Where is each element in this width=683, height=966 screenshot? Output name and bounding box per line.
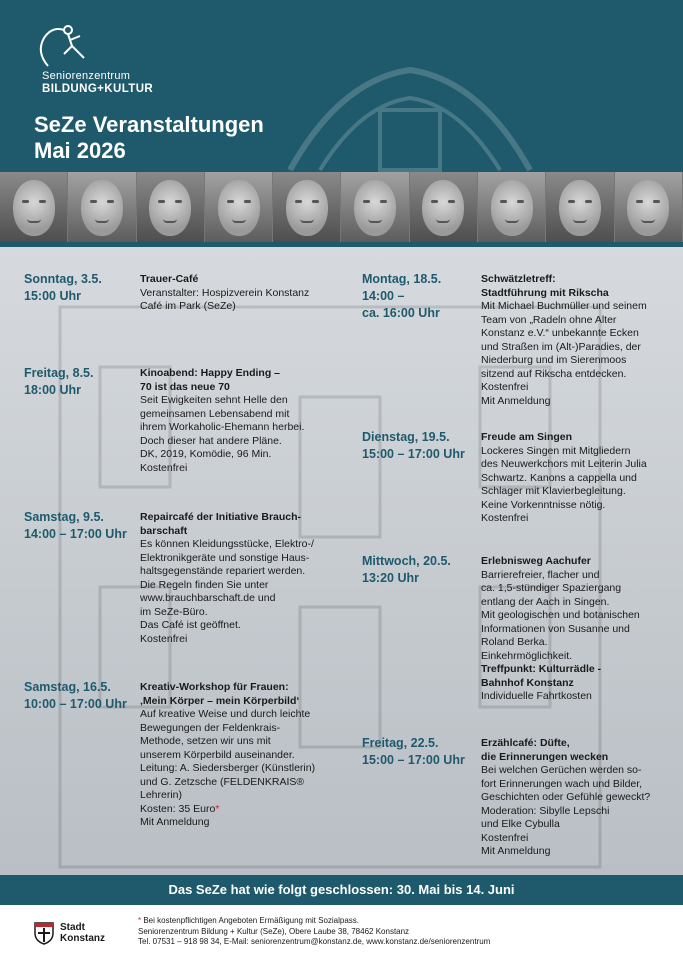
portrait-mouth [368,219,382,223]
event-text-line: Schwartz. Kanons a cappella und [481,471,637,484]
portrait-photo [137,172,205,242]
event-text-line: Mit Anmeldung [481,845,551,857]
portrait-face [354,180,396,236]
event-date [24,365,93,399]
portrait-mouth [573,219,587,223]
event-text-line: des Neuwerkchors mit Leiterin Julia [481,458,647,470]
event-text-line: und G. Zetzsche (FELDENKRAIS® [140,775,305,788]
event-text-line: Keine Vorkenntnisse nötig. [481,498,606,511]
header [0,0,683,172]
event-date [362,735,465,769]
event-text-line: Methode, setzen wir uns mit [140,735,271,747]
portrait-eye [431,200,438,203]
event-time: 14:00 – [362,289,405,303]
portrait-mouth [300,219,314,223]
logo-text-line1: Seniorenzentrum [42,70,131,82]
portrait-eye [585,200,592,203]
event-text-line: Einkehrmöglichkeit. [481,649,573,662]
event-text-line: Kostenfrei [140,632,188,645]
event-description [140,681,315,830]
portrait-eye [22,200,29,203]
event-day: Freitag, 22.5. [362,736,439,750]
event-text-line: haltsgegenstände repariert werden. [140,565,306,577]
title-line2: Mai 2026 [34,138,126,163]
portrait-eye [500,200,507,203]
event-text-line: Team von „Radeln ohne Alter [481,313,617,326]
event-title: barschaft [140,524,188,537]
event-title: 70 ist das neue 70 [140,380,230,393]
event-text-line: entlang der Aach in Singen. [481,595,610,608]
event-date [362,271,441,322]
event-text-line: Schlager mit Klavierbegleitung. [481,485,626,497]
event-text-line: Geschichten oder Gefühle geweckt? [481,791,651,803]
event-text-line: fort Erinnerungen wach und Bilder, [481,777,643,790]
portrait-photo [68,172,136,242]
stadt-konstanz-logo [34,921,105,945]
event-text-line: Informationen von Susanne und [481,622,630,635]
event-time: 18:00 Uhr [24,383,81,397]
seze-logo [34,22,154,95]
building-ornament-graphic [280,60,540,172]
portrait-eye [517,200,524,203]
event-text-line: gemeinsamen Lebensabend mit [140,407,290,420]
event-text-line: und Elke Cybulla [481,818,560,830]
event-title: Kinoabend: Happy Ending – [140,367,281,379]
portrait-eye [380,200,387,203]
portrait-photo [478,172,546,242]
footer [0,905,683,966]
event-day: Samstag, 16.5. [24,680,111,694]
note-text: Bei kostenpflichtigen Angeboten Ermäßigung mit Sozialpass. [141,916,360,925]
portrait-eye [636,200,643,203]
portrait-face [13,180,55,236]
portrait-eye [568,200,575,203]
person-silhouette-icon [34,22,94,68]
stadt-konstanz-text [60,922,105,944]
event-text-line: Individuelle Fahrtkosten [481,690,592,702]
event-description [140,511,314,646]
event-date [362,553,451,587]
portrait-mouth [27,219,41,223]
event-description [481,273,647,408]
event-description [481,431,647,526]
portrait-photo [341,172,409,242]
event-day: Dienstag, 19.5. [362,430,450,444]
event-title: die Erinnerungen wecken [481,750,609,763]
event-day: Sonntag, 3.5. [24,272,102,286]
event-text-line: Café im Park (SeZe) [140,300,236,312]
event-text-line: Doch dieser hat andere Pläne. [140,434,282,447]
event-day: Mittwoch, 20.5. [362,554,451,568]
event-text-line: Kostenfrei [481,512,529,524]
event-text-line: Moderation: Sibylle Lepschi [481,804,610,817]
event-text-line: ihrem Workaholic-Ehemann herbei. [140,421,305,433]
event-time: 15:00 – 17:00 Uhr [362,447,465,461]
event-day: Montag, 18.5. [362,272,442,286]
portrait-face [286,180,328,236]
event-date [24,271,102,305]
portrait-eye [227,200,234,203]
events-area [0,247,683,875]
event-text-line: Bei welchen Gerüchen werden so- [481,764,642,776]
portrait-eye [158,200,165,203]
portrait-eye [295,200,302,203]
event-date [24,679,127,713]
footer-note [138,916,490,927]
event-meeting-point: Treffpunkt: Kulturrädle - [481,663,602,675]
event-day: Freitag, 8.5. [24,366,94,380]
event-time-end: ca. 16:00 Uhr [362,306,440,320]
event-text-line: Veranstalter: Hospizverein Konstanz [140,286,310,299]
footer-text [138,916,490,948]
event-text-line: Roland Berka. [481,636,548,648]
event-text-line: Kostenfrei [481,831,529,844]
event-time: 15:00 Uhr [24,289,81,303]
event-title: Erlebnisweg Aachufer [481,555,591,567]
event-title: Erzählcafé: Düfte, [481,737,570,749]
event-text-line: unserem Körperbild auseinander. [140,748,295,761]
stadt-line2: Konstanz [60,933,105,944]
event-title: Schwätzletreff: [481,273,556,285]
logo-text-line2: BILDUNG+KULTUR [42,83,154,95]
event-time: 13:20 Uhr [362,571,419,585]
event-text-line: und Straßen im (Alt-)Paradies, der [481,340,641,353]
portrait-mouth [232,219,246,223]
event-text-line: Das Café ist geöffnet. [140,619,241,631]
note-asterisk: * [138,916,142,925]
portrait-face [149,180,191,236]
event-text-line: Barrierefreier, flacher und [481,568,600,581]
event-time: 14:00 – 17:00 Uhr [24,527,127,541]
event-text-line: Die Regeln finden Sie unter [140,578,269,591]
page-title [34,112,264,164]
portrait-eye [39,200,46,203]
event-text-line: Bewegungen der Feldenkrais- [140,721,281,734]
event-date [24,509,127,543]
portrait-face [491,180,533,236]
event-text-line: www.brauchbarschaft.de und [140,592,276,604]
event-text-line: ca. 1,5-stündiger Spaziergang [481,582,622,594]
event-title: Stadtführung mit Rikscha [481,286,609,299]
title-line1: SeZe Veranstaltungen [34,112,264,137]
event-description [140,367,304,475]
event-text-line: Kosten: 35 Euro* [140,802,220,815]
event-day: Samstag, 9.5. [24,510,104,524]
portrait-photo [546,172,614,242]
event-text-line: Mit Anmeldung [140,816,210,828]
event-title: ‚Mein Körper – mein Körperbild‘ [140,694,300,707]
event-description [140,273,309,314]
event-description [481,737,650,859]
portrait-mouth [95,219,109,223]
portrait-eye [175,200,182,203]
event-text-line: Lockeres Singen mit Mitgliedern [481,444,631,457]
portrait-face [627,180,669,236]
portrait-photo [615,172,683,242]
portrait-photo [273,172,341,242]
closed-notice: Das SeZe hat wie folgt geschlossen: 30. Mai bis 14. Juni [0,875,683,905]
portrait-strip [0,172,683,242]
event-text-line: Mit Michael Buchmüller und seinem [481,300,647,312]
portrait-eye [244,200,251,203]
stadt-line1: Stadt [60,922,85,933]
portrait-face [559,180,601,236]
portrait-eye [312,200,319,203]
portrait-eye [653,200,660,203]
event-time: 10:00 – 17:00 Uhr [24,697,127,711]
event-text-line: Lehrerin) [140,789,183,801]
event-text-line: Niederburg und im Sierenmoos [481,354,627,366]
event-text-line: Konstanz e.V.“ unbekannte Ecken [481,327,639,339]
event-text-line: Seit Ewigkeiten sehnt Helle den [140,394,288,406]
portrait-mouth [505,219,519,223]
event-title: Freude am Singen [481,431,573,443]
portrait-eye [363,200,370,203]
portrait-eye [107,200,114,203]
footer-address: Seniorenzentrum Bildung + Kultur (SeZe), Obere Laube 38, 78462 Konstanz [138,926,410,936]
event-title: Repaircafé der Initiative Brauch- [140,511,302,523]
event-date [362,429,465,463]
event-text-line: Kostenfrei [140,461,188,474]
event-title: Trauer-Café [140,273,199,285]
event-description [481,555,640,704]
event-text-line: Kostenfrei [481,381,529,393]
event-text-line: Es können Kleidungsstücke, Elektro-/ [140,538,314,550]
event-time: 15:00 – 17:00 Uhr [362,753,465,767]
portrait-photo [0,172,68,242]
portrait-photo [205,172,273,242]
portrait-eye [448,200,455,203]
event-text-line: sitzend auf Rikscha entdecken. [481,367,627,380]
event-text-line: Auf kreative Weise und durch leichte [140,708,311,720]
event-text-line: Mit Anmeldung [481,394,551,407]
footer-contact: Tel. 07531 – 918 98 34, E-Mail: seniorenzentrum@konstanz.de, www.konstanz.de/seniorenzentrum [138,937,491,946]
event-text-line: Elektronikgeräte und sonstige Haus- [140,551,310,564]
event-title: Kreativ-Workshop für Frauen: [140,681,289,693]
event-text-line: Leitung: A. Siedersberger (Künstlerin) [140,762,316,774]
portrait-eye [90,200,97,203]
event-text-line: Mit geologischen und botanischen [481,609,640,621]
portrait-face [218,180,260,236]
event-text-line: im SeZe-Büro. [140,605,208,618]
coat-of-arms-icon [34,921,54,945]
event-text-line: DK, 2019, Komödie, 96 Min. [140,448,272,460]
event-meeting-point: Bahnhof Konstanz [481,676,574,689]
portrait-face [81,180,123,236]
portrait-photo [410,172,478,242]
portrait-face [422,180,464,236]
